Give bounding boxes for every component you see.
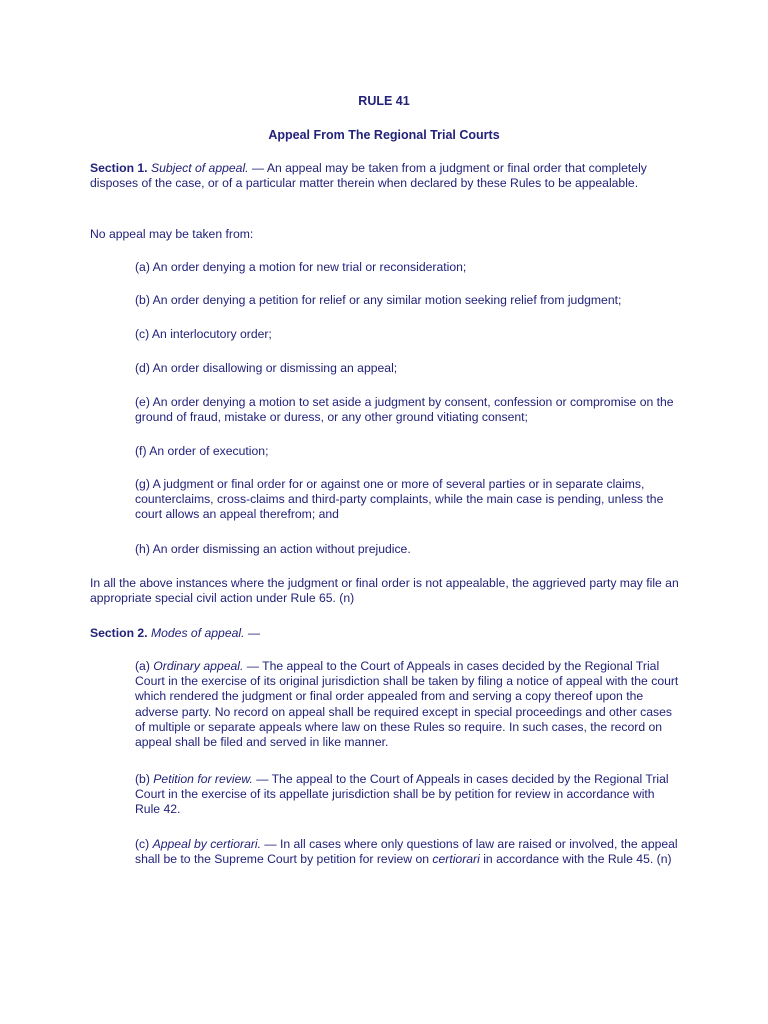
mode-c-text-2: in accordance with the Rule 45. (n) bbox=[479, 852, 672, 867]
mode-a-paragraph bbox=[135, 659, 680, 750]
no-appeal-item-e: (e) An order denying a motion to set aside a judgment by consent, confession or compromise on the ground of fraud, mistake or duress, or any other ground vitiating consent; bbox=[135, 395, 674, 425]
section-2-dash: — bbox=[244, 626, 261, 640]
mode-c-text-1: — In all cases where only questions of law are raised or involved, the appeal shall be to the Supreme Court by petition for review on bbox=[135, 837, 678, 867]
section-1-label: Section 1. bbox=[90, 161, 148, 175]
mode-a-heading: Ordinary appeal. bbox=[153, 659, 244, 673]
rule-title: RULE 41 bbox=[358, 94, 410, 108]
mode-b-text: — The appeal to the Court of Appeals in cases decided by the Regional Trial Court in the exercise of its appellate jurisdiction shall be by petition for review in accordance with Rule 42. bbox=[135, 772, 669, 817]
mode-c-paragraph bbox=[135, 837, 680, 867]
mode-b-prefix: (b) bbox=[135, 772, 154, 786]
mode-a-prefix: (a) bbox=[135, 659, 154, 673]
section-1-heading: Subject of appeal. bbox=[150, 161, 249, 175]
mode-c-prefix: (c) bbox=[135, 837, 153, 851]
no-appeal-item-a: (a) An order denying a motion for new trial or reconsideration; bbox=[135, 260, 467, 274]
section-2-paragraph bbox=[90, 626, 680, 641]
mode-b-paragraph bbox=[135, 772, 680, 818]
mode-c-certiorari: certiorari bbox=[432, 852, 480, 867]
mode-c-heading: Appeal by certiorari. bbox=[152, 837, 261, 851]
section-1-closing: In all the above instances where the judgment or final order is not appealable, the aggrieved party may file an appropriate special civil action under Rule 65. (n) bbox=[90, 576, 679, 606]
rule-subtitle: Appeal From The Regional Trial Courts bbox=[268, 128, 500, 142]
section-1-text: — An appeal may be taken from a judgment or final order that completely disposes of the case, or of a particular matter therein when declared by these Rules to be appealable. bbox=[90, 161, 647, 191]
section-2-label: Section 2. bbox=[90, 626, 148, 640]
no-appeal-item-h: (h) An order dismissing an action without prejudice. bbox=[135, 542, 411, 556]
no-appeal-item-d: (d) An order disallowing or dismissing an appeal; bbox=[135, 361, 398, 375]
no-appeal-intro: No appeal may be taken from: bbox=[90, 227, 254, 241]
no-appeal-item-b: (b) An order denying a petition for relief or any similar motion seeking relief from judgment; bbox=[135, 293, 622, 307]
section-1-paragraph bbox=[90, 161, 680, 191]
mode-a-text: — The appeal to the Court of Appeals in cases decided by the Regional Trial Court in the exercise of its original jurisdiction shall be taken by filing a notice of appeal with the court which rendered the judgment or final order appealed from and serving a copy thereof upon the adverse party. No record on appeal shall be required except in special proceedings and other cases of multiple or separate appeals where law on these Rules so require. In such cases, the record on appeal shall be filed and served in like manner. bbox=[135, 659, 679, 750]
no-appeal-item-c: (c) An interlocutory order; bbox=[135, 327, 272, 341]
mode-b-heading: Petition for review. bbox=[153, 772, 253, 786]
no-appeal-item-f: (f) An order of execution; bbox=[135, 444, 269, 458]
no-appeal-item-g: (g) A judgment or final order for or against one or more of several parties or in separate claims, counterclaims, cross-claims and third-party complaints, while the main case is pending, unless the court allows an appeal therefrom; and bbox=[135, 477, 664, 522]
section-2-heading: Modes of appeal. bbox=[150, 626, 245, 640]
